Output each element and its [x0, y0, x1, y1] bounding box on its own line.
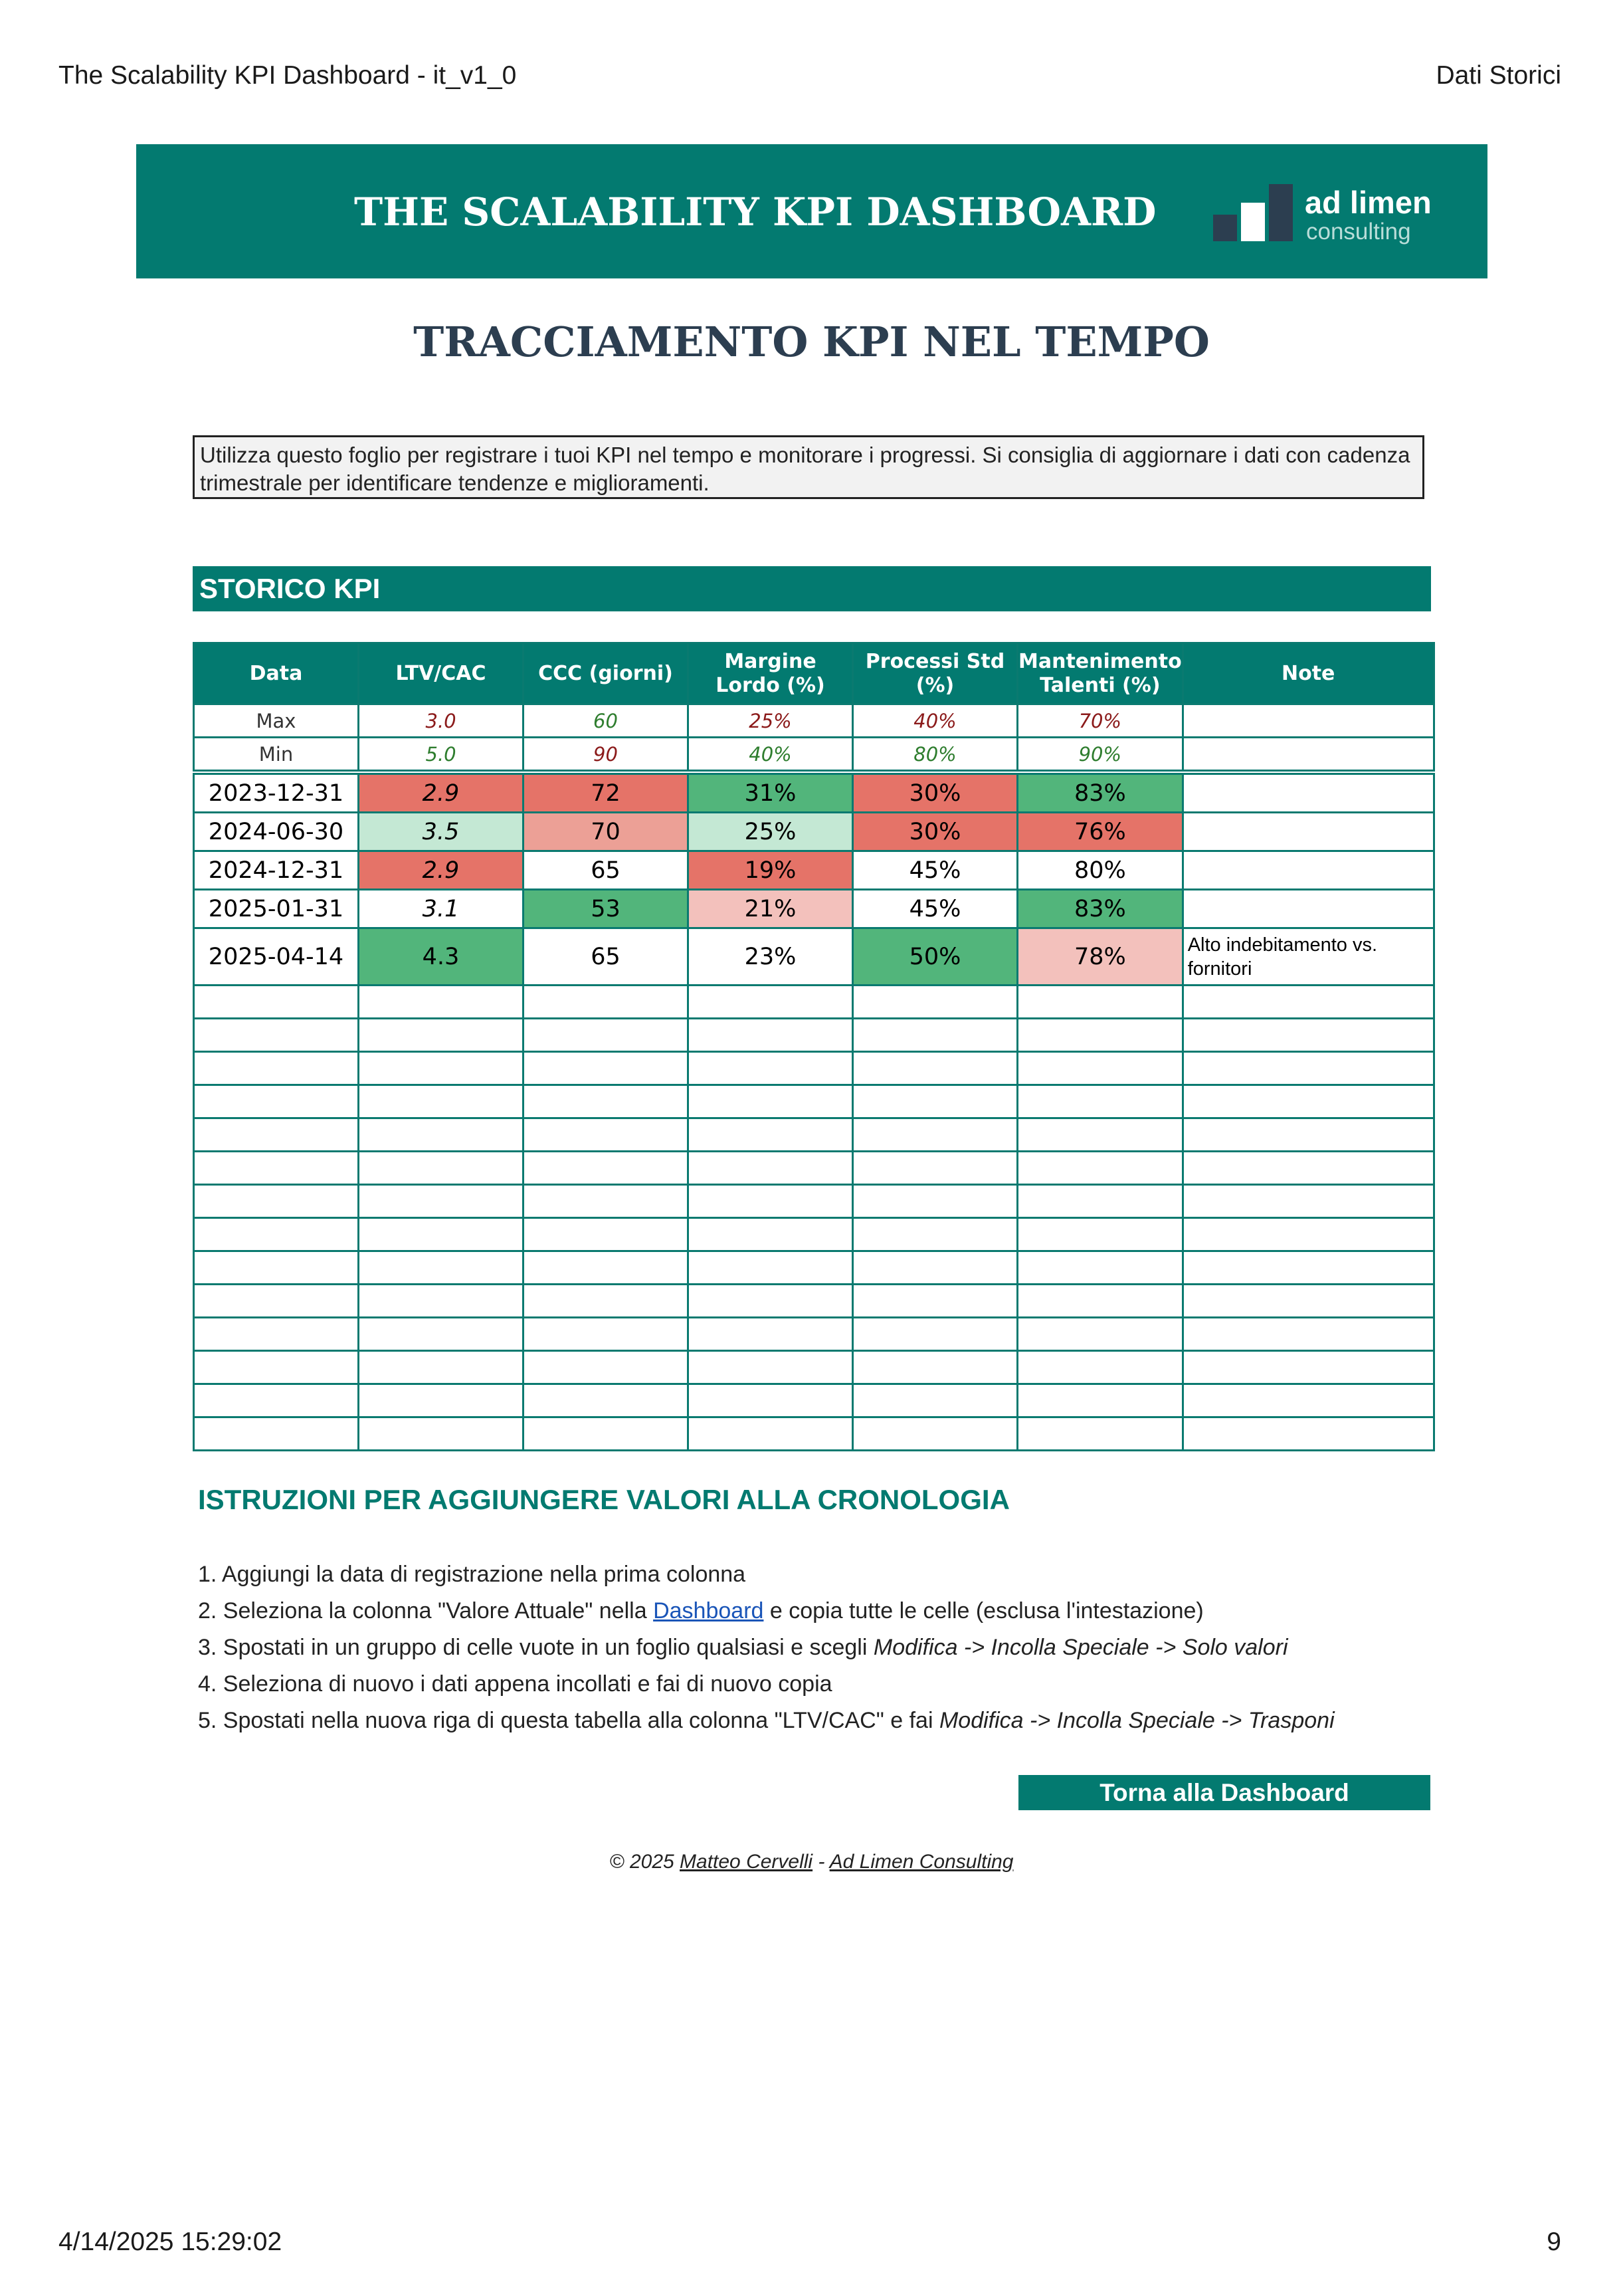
empty-cell[interactable] [1183, 1285, 1434, 1318]
header-data: Data [194, 643, 359, 704]
empty-cell[interactable] [688, 1218, 853, 1251]
empty-table-row [194, 1019, 1434, 1052]
instruction-step [198, 1593, 1335, 1629]
max-row [194, 704, 1434, 738]
table-row [194, 851, 1434, 890]
empty-cell[interactable] [853, 1218, 1018, 1251]
kpi-history-table [193, 642, 1435, 1451]
empty-cell[interactable] [359, 1384, 524, 1417]
logo-subtitle: consulting [1306, 219, 1411, 245]
empty-table-row [194, 1285, 1434, 1318]
margine-cell[interactable]: 25% [688, 813, 853, 851]
logo-name: ad limen [1305, 185, 1432, 220]
empty-cell[interactable] [688, 1417, 853, 1451]
empty-cell[interactable] [688, 1052, 853, 1085]
empty-cell[interactable] [853, 1052, 1018, 1085]
empty-cell[interactable] [853, 1085, 1018, 1118]
company-link[interactable]: Ad Limen Consulting [829, 1851, 1014, 1873]
instruction-text: 5. Spostati nella nuova riga di questa tabella alla colonna "LTV/CAC" e fai [198, 1708, 939, 1733]
empty-cell[interactable] [1018, 1351, 1183, 1384]
empty-cell[interactable] [1183, 1085, 1434, 1118]
empty-cell[interactable] [1183, 1118, 1434, 1152]
empty-cell[interactable] [688, 1285, 853, 1318]
table-row [194, 890, 1434, 928]
empty-cell[interactable] [194, 1251, 359, 1285]
empty-cell[interactable] [853, 1185, 1018, 1218]
ltv-cac-cell[interactable]: 3.5 [359, 813, 524, 851]
empty-cell[interactable] [1183, 1052, 1434, 1085]
dashboard-banner [136, 144, 1487, 278]
empty-cell[interactable] [194, 1152, 359, 1185]
margine-cell[interactable]: 31% [688, 774, 853, 813]
empty-cell[interactable] [688, 1185, 853, 1218]
logo-bars-icon [1213, 184, 1296, 241]
copyright-prefix: © 2025 [609, 1851, 680, 1873]
back-to-dashboard-button[interactable]: Torna alla Dashboard [1018, 1775, 1430, 1810]
empty-cell[interactable] [853, 1019, 1018, 1052]
empty-rows [194, 986, 1434, 1451]
empty-cell[interactable] [359, 1417, 524, 1451]
section-title-storico: STORICO KPI [193, 566, 1431, 611]
table-row [194, 813, 1434, 851]
empty-table-row [194, 1118, 1434, 1152]
talenti-cell[interactable]: 76% [1018, 813, 1183, 851]
date-cell[interactable]: 2025-04-14 [194, 928, 359, 986]
empty-table-row [194, 1384, 1434, 1417]
empty-cell[interactable] [359, 1285, 524, 1318]
table-header-row [194, 643, 1434, 704]
empty-table-row [194, 1417, 1434, 1451]
empty-cell[interactable] [359, 986, 524, 1019]
ad-limen-logo [1213, 184, 1439, 245]
instruction-text: e copia tutte le celle (esclusa l'intestazione) [763, 1598, 1204, 1623]
ccc-cell[interactable]: 70 [524, 813, 688, 851]
empty-cell[interactable] [1018, 1251, 1183, 1285]
header-note: Note [1183, 643, 1434, 704]
empty-cell[interactable] [359, 1085, 524, 1118]
empty-cell[interactable] [1183, 1019, 1434, 1052]
empty-cell[interactable] [194, 1019, 359, 1052]
empty-cell[interactable] [524, 1351, 688, 1384]
empty-cell[interactable] [853, 1152, 1018, 1185]
empty-cell[interactable] [1018, 986, 1183, 1019]
ccc-cell[interactable]: 72 [524, 774, 688, 813]
empty-cell[interactable] [688, 1118, 853, 1152]
empty-cell[interactable] [1183, 1351, 1434, 1384]
instruction-text: 2. Seleziona la colonna "Valore Attuale" nella [198, 1598, 654, 1623]
margine-cell[interactable]: 21% [688, 890, 853, 928]
empty-cell[interactable] [194, 986, 359, 1019]
empty-cell[interactable] [853, 1351, 1018, 1384]
instruction-emphasis: Modifica -> Incolla Speciale -> Trasponi [939, 1708, 1335, 1733]
empty-cell[interactable] [194, 1218, 359, 1251]
empty-table-row [194, 1218, 1434, 1251]
empty-cell[interactable] [853, 986, 1018, 1019]
max-cell: 40% [853, 704, 1018, 738]
note-cell[interactable] [1183, 851, 1434, 890]
empty-cell[interactable] [194, 1285, 359, 1318]
empty-cell[interactable] [1018, 1185, 1183, 1218]
min-cell: 90% [1018, 738, 1183, 771]
empty-cell[interactable] [1183, 1251, 1434, 1285]
instructions-list [198, 1556, 1335, 1739]
max-label: Max [194, 704, 359, 738]
empty-cell[interactable] [524, 1185, 688, 1218]
empty-cell[interactable] [194, 1417, 359, 1451]
empty-cell[interactable] [524, 1251, 688, 1285]
empty-cell[interactable] [524, 1085, 688, 1118]
empty-cell[interactable] [524, 1152, 688, 1185]
empty-cell[interactable] [1018, 1019, 1183, 1052]
table-row [194, 774, 1434, 813]
instruction-text: 3. Spostati in un gruppo di celle vuote in un foglio qualsiasi e scegli [198, 1635, 874, 1660]
empty-table-row [194, 1251, 1434, 1285]
note-cell[interactable] [1183, 774, 1434, 813]
empty-table-row [194, 1351, 1434, 1384]
empty-cell[interactable] [524, 1417, 688, 1451]
empty-cell[interactable] [359, 1185, 524, 1218]
empty-table-row [194, 1185, 1434, 1218]
empty-cell[interactable] [1018, 1118, 1183, 1152]
instruction-step [198, 1703, 1335, 1739]
empty-cell[interactable] [688, 1318, 853, 1351]
empty-cell[interactable] [194, 1118, 359, 1152]
date-cell[interactable]: 2023-12-31 [194, 774, 359, 813]
print-footer-page-number: 9 [1547, 2228, 1561, 2256]
empty-cell[interactable] [194, 1318, 359, 1351]
empty-cell[interactable] [688, 1019, 853, 1052]
instructions-title: ISTRUZIONI PER AGGIUNGERE VALORI ALLA CRONOLOGIA [198, 1484, 1010, 1515]
empty-cell[interactable] [688, 1384, 853, 1417]
instruction-step: 4. Seleziona di nuovo i dati appena incollati e fai di nuovo copia [198, 1671, 832, 1697]
max-note-cell[interactable] [1183, 704, 1434, 738]
note-cell[interactable] [1183, 890, 1434, 928]
empty-cell[interactable] [688, 1251, 853, 1285]
talenti-cell[interactable]: 83% [1018, 774, 1183, 813]
empty-cell[interactable] [853, 1384, 1018, 1417]
empty-cell[interactable] [1018, 1384, 1183, 1417]
copyright-sep: - [812, 1851, 830, 1873]
empty-cell[interactable] [524, 1019, 688, 1052]
empty-cell[interactable] [853, 1417, 1018, 1451]
empty-cell[interactable] [524, 1285, 688, 1318]
print-header-sheet: Dati Storici [1436, 61, 1561, 90]
ltv-cac-cell[interactable]: 2.9 [359, 851, 524, 890]
min-label: Min [194, 738, 359, 771]
empty-cell[interactable] [359, 1318, 524, 1351]
empty-cell[interactable] [1018, 1285, 1183, 1318]
empty-cell[interactable] [1183, 1384, 1434, 1417]
empty-cell[interactable] [1183, 1185, 1434, 1218]
ccc-cell[interactable]: 65 [524, 851, 688, 890]
empty-cell[interactable] [688, 1085, 853, 1118]
empty-cell[interactable] [359, 1052, 524, 1085]
talenti-cell[interactable]: 78% [1018, 928, 1183, 986]
empty-cell[interactable] [1018, 1052, 1183, 1085]
min-row [194, 738, 1434, 771]
processi-cell[interactable]: 50% [853, 928, 1018, 986]
empty-table-row [194, 1052, 1434, 1085]
page-title: TRACCIAMENTO KPI NEL TEMPO [413, 318, 1210, 366]
empty-cell[interactable] [524, 1384, 688, 1417]
header-ccc: CCC (giorni) [524, 643, 688, 704]
processi-cell[interactable]: 45% [853, 890, 1018, 928]
empty-cell[interactable] [359, 1019, 524, 1052]
empty-cell[interactable] [1018, 1318, 1183, 1351]
processi-cell[interactable]: 30% [853, 813, 1018, 851]
ccc-cell[interactable]: 65 [524, 928, 688, 986]
processi-cell[interactable]: 45% [853, 851, 1018, 890]
header-processi: Processi Std (%) [853, 643, 1018, 704]
empty-cell[interactable] [853, 1118, 1018, 1152]
empty-table-row [194, 1085, 1434, 1118]
min-cell: 40% [688, 738, 853, 771]
max-cell: 70% [1018, 704, 1183, 738]
date-cell[interactable]: 2024-06-30 [194, 813, 359, 851]
ltv-cac-cell[interactable]: 2.9 [359, 774, 524, 813]
margine-cell[interactable]: 23% [688, 928, 853, 986]
instruction-emphasis: Modifica -> Incolla Speciale -> Solo valori [873, 1635, 1288, 1660]
print-header-title: The Scalability KPI Dashboard - it_v1_0 [58, 61, 517, 90]
empty-cell[interactable] [1183, 1218, 1434, 1251]
empty-cell[interactable] [359, 1351, 524, 1384]
min-cell: 90 [524, 738, 688, 771]
min-cell: 80% [853, 738, 1018, 771]
empty-cell[interactable] [194, 1052, 359, 1085]
empty-cell[interactable] [194, 1085, 359, 1118]
empty-cell[interactable] [688, 1152, 853, 1185]
empty-cell[interactable] [194, 1185, 359, 1218]
date-cell[interactable]: 2024-12-31 [194, 851, 359, 890]
empty-cell[interactable] [1183, 986, 1434, 1019]
empty-cell[interactable] [359, 1152, 524, 1185]
talenti-cell[interactable]: 80% [1018, 851, 1183, 890]
empty-cell[interactable] [524, 1118, 688, 1152]
ccc-cell[interactable]: 53 [524, 890, 688, 928]
max-cell: 60 [524, 704, 688, 738]
date-cell[interactable]: 2025-01-31 [194, 890, 359, 928]
header-margine: Margine Lordo (%) [688, 643, 853, 704]
max-cell: 3.0 [359, 704, 524, 738]
empty-cell[interactable] [524, 1218, 688, 1251]
header-ltv-cac: LTV/CAC [359, 643, 524, 704]
margine-cell[interactable]: 19% [688, 851, 853, 890]
empty-cell[interactable] [688, 986, 853, 1019]
empty-cell[interactable] [359, 1218, 524, 1251]
empty-cell[interactable] [1183, 1318, 1434, 1351]
ltv-cac-cell[interactable]: 3.1 [359, 890, 524, 928]
empty-table-row [194, 1318, 1434, 1351]
dashboard-link[interactable]: Dashboard [653, 1598, 764, 1623]
author-link[interactable]: Matteo Cervelli [680, 1851, 813, 1873]
max-cell: 25% [688, 704, 853, 738]
intro-note: Utilizza questo foglio per registrare i tuoi KPI nel tempo e monitorare i progressi. Si consiglia di aggiornare i dati con cadenza trimestrale per identificare tendenze e miglioramenti. [193, 435, 1424, 499]
empty-cell[interactable] [1018, 1085, 1183, 1118]
empty-cell[interactable] [524, 1052, 688, 1085]
empty-cell[interactable] [688, 1351, 853, 1384]
talenti-cell[interactable]: 83% [1018, 890, 1183, 928]
empty-cell[interactable] [853, 1251, 1018, 1285]
ltv-cac-cell[interactable]: 4.3 [359, 928, 524, 986]
empty-cell[interactable] [1183, 1417, 1434, 1451]
note-cell[interactable]: Alto indebitamento vs. fornitori [1183, 928, 1434, 986]
empty-cell[interactable] [359, 1118, 524, 1152]
empty-cell[interactable] [1183, 1152, 1434, 1185]
empty-cell[interactable] [359, 1251, 524, 1285]
empty-cell[interactable] [1018, 1417, 1183, 1451]
min-cell: 5.0 [359, 738, 524, 771]
empty-cell[interactable] [194, 1351, 359, 1384]
empty-cell[interactable] [524, 986, 688, 1019]
print-footer-timestamp: 4/14/2025 15:29:02 [58, 2228, 282, 2256]
empty-table-row [194, 986, 1434, 1019]
min-note-cell[interactable] [1183, 738, 1434, 771]
note-cell[interactable] [1183, 813, 1434, 851]
empty-cell[interactable] [194, 1384, 359, 1417]
processi-cell[interactable]: 30% [853, 774, 1018, 813]
empty-cell[interactable] [1018, 1218, 1183, 1251]
empty-table-row [194, 1152, 1434, 1185]
banner-title: THE SCALABILITY KPI DASHBOARD [354, 189, 1157, 235]
header-talenti: Mantenimento Talenti (%) [1018, 643, 1183, 704]
instruction-step: 1. Aggiungi la data di registrazione nella prima colonna [198, 1562, 746, 1587]
empty-cell[interactable] [853, 1285, 1018, 1318]
copyright [0, 1851, 1623, 1873]
empty-cell[interactable] [1018, 1152, 1183, 1185]
instruction-step [198, 1629, 1335, 1666]
empty-cell[interactable] [853, 1318, 1018, 1351]
empty-cell[interactable] [524, 1318, 688, 1351]
table-row [194, 928, 1434, 986]
